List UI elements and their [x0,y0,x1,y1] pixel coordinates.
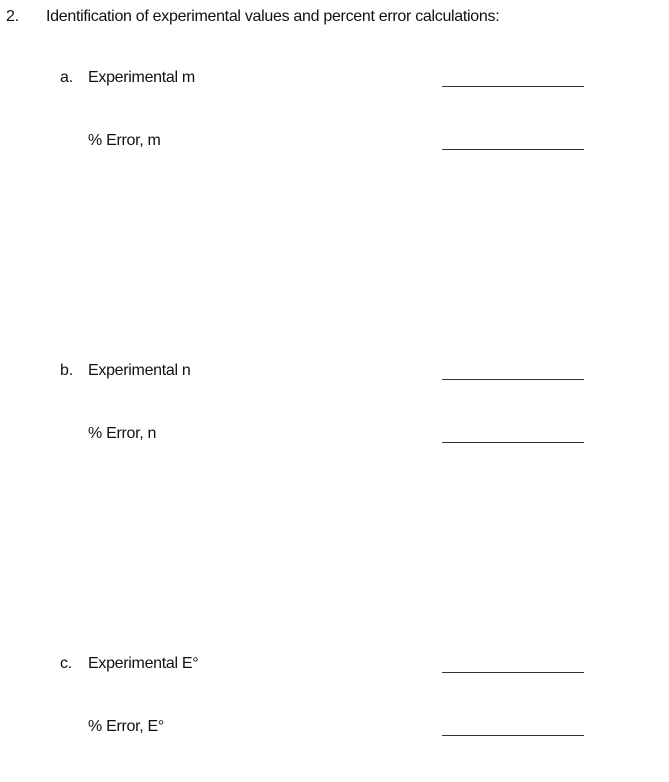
part-c-experimental-row [0,655,669,677]
part-b-experimental-label: Experimental n [88,362,191,379]
part-a-error-row [0,132,669,154]
part-c-letter: c. [60,655,73,672]
part-b-error-row [0,425,669,447]
part-a-experimental-label: Experimental m [88,69,195,86]
part-a-experimental-answer-line[interactable] [442,86,584,87]
part-a-error-answer-line[interactable] [442,149,584,150]
part-b-error-label: % Error, n [88,425,157,442]
part-b-experimental-answer-line[interactable] [442,379,584,380]
question-number: 2. [6,8,19,25]
part-a-experimental-row [0,69,669,91]
part-a-error-label: % Error, m [88,132,161,149]
part-c-error-label: % Error, E° [88,718,165,735]
part-c-error-answer-line[interactable] [442,735,584,736]
part-c-error-row [0,718,669,740]
part-a-letter: a. [60,69,73,86]
question-title: Identification of experimental values and percent error calculations: [46,8,500,25]
part-b-error-answer-line[interactable] [442,442,584,443]
part-b-letter: b. [60,362,73,379]
part-c-experimental-answer-line[interactable] [442,672,584,673]
part-c-experimental-label: Experimental E° [88,655,199,672]
part-b-experimental-row [0,362,669,384]
